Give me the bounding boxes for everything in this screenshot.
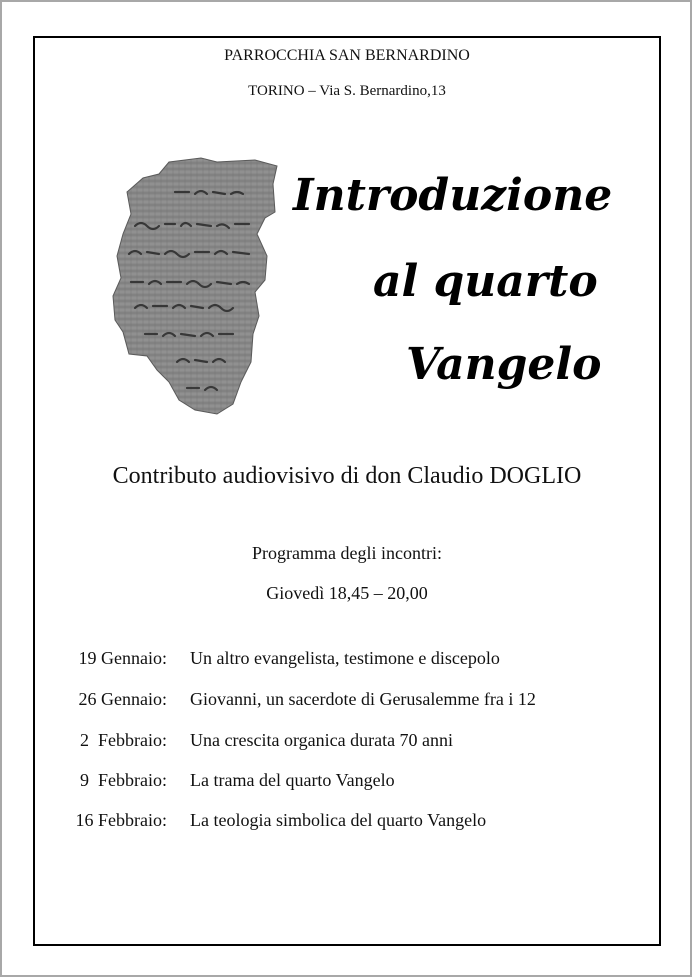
papyrus-fragment-image — [105, 156, 315, 421]
title-line-1: Introduzione — [293, 170, 613, 221]
schedule-topic: Un altro evangelista, testimone e discepolo — [190, 648, 500, 668]
flyer — [33, 36, 661, 946]
schedule-date: 16 Febbraio: — [75, 810, 167, 830]
subtitle: Contributo audiovisivo di don Claudio DOGLIO — [112, 463, 582, 489]
program-time: Giovedì 18,45 – 20,00 — [266, 583, 428, 603]
schedule-topic: Una crescita organica durata 70 anni — [190, 730, 454, 750]
schedule-topic: La teologia simbolica del quarto Vangelo — [190, 810, 487, 830]
parish-name: PARROCCHIA SAN BERNARDINO — [224, 47, 470, 64]
title-line-3: Vangelo — [406, 339, 602, 390]
program-heading: Programma degli incontri: — [252, 543, 442, 563]
schedule-topic: La trama del quarto Vangelo — [190, 770, 395, 790]
schedule-date: 26 Gennaio: — [78, 689, 167, 709]
schedule-date: 19 Gennaio: — [78, 648, 167, 668]
parish-address: TORINO – Via S. Bernardino,13 — [248, 83, 446, 99]
schedule-date: 2 Febbraio: — [80, 730, 167, 750]
schedule-date: 9 Febbraio: — [80, 770, 167, 790]
title-line-2: al quarto — [373, 256, 598, 307]
schedule-topic: Giovanni, un sacerdote di Gerusalemme fra i 12 — [190, 689, 536, 709]
